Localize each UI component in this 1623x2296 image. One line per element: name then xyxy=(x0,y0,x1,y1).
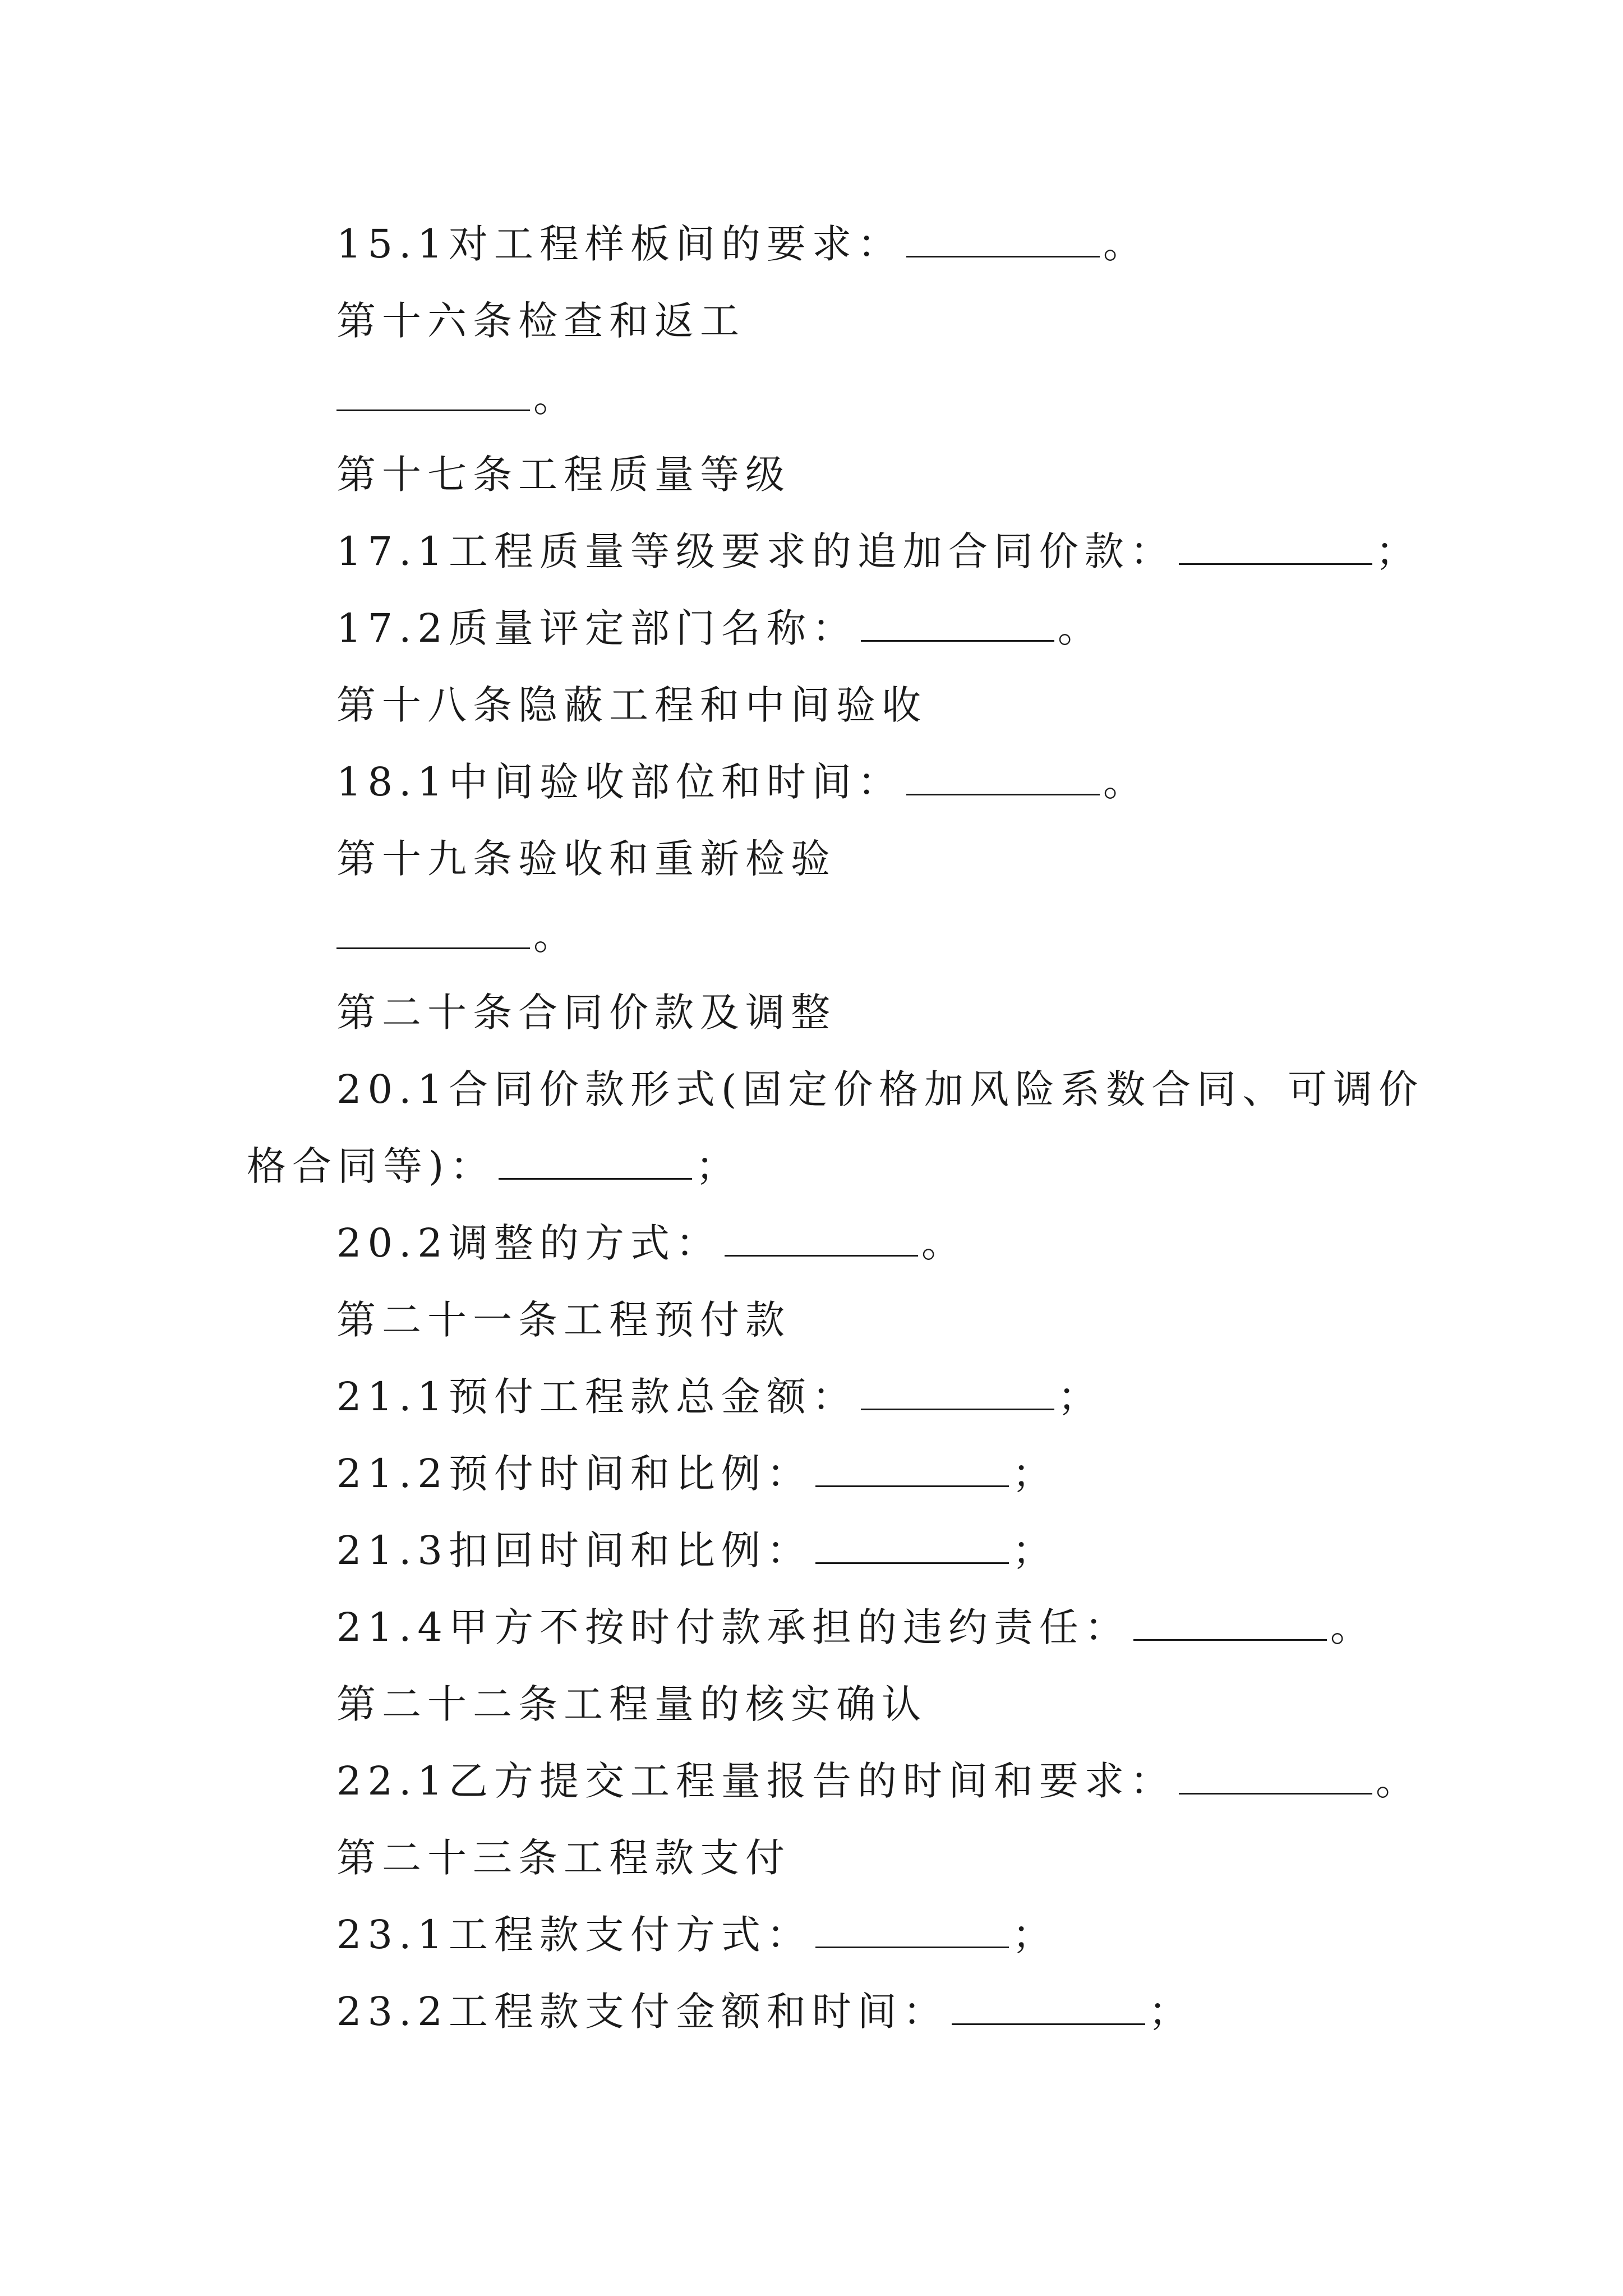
clause-text: 21.1预付工程款总金额： xyxy=(336,1374,857,1420)
clause-text: 20.2调整的方式： xyxy=(336,1220,721,1266)
clause-punct: ； xyxy=(1057,1374,1103,1420)
clause-punct: ； xyxy=(1012,1451,1058,1497)
clause-punct: 。 xyxy=(921,1220,967,1266)
clause-punct: 。 xyxy=(533,375,579,421)
fill-blank[interactable] xyxy=(725,1220,918,1257)
fill-blank[interactable] xyxy=(1133,1604,1327,1641)
fill-blank[interactable] xyxy=(336,913,530,949)
article-19-body xyxy=(336,908,579,964)
clause-punct: ； xyxy=(1012,1912,1058,1958)
clause-text: 21.4甲方不按时付款承担的违约责任： xyxy=(336,1604,1130,1650)
article-heading: 第二十条合同价款及调整 xyxy=(336,990,836,1036)
clause-punct: 。 xyxy=(1057,605,1103,651)
clause-text: 18.1中间验收部位和时间： xyxy=(336,759,903,805)
article-17-heading xyxy=(336,447,791,503)
fill-blank[interactable] xyxy=(906,759,1100,795)
clause-text: 15.1对工程样板间的要求： xyxy=(336,221,903,267)
clause-text: 22.1乙方提交工程量报告的时间和要求： xyxy=(336,1758,1175,1804)
article-16-heading xyxy=(336,293,745,349)
clause-text: 17.2质量评定部门名称： xyxy=(336,605,857,651)
clause-22-1 xyxy=(336,1753,1421,1809)
clause-21-1 xyxy=(336,1369,1103,1425)
clause-text: 17.1工程质量等级要求的追加合同价款： xyxy=(336,528,1175,574)
clause-punct: 。 xyxy=(1375,1758,1421,1804)
clause-punct: 。 xyxy=(1330,1604,1376,1650)
fill-blank[interactable] xyxy=(906,221,1100,257)
clause-17-2 xyxy=(336,600,1103,656)
article-heading: 第二十一条工程预付款 xyxy=(336,1297,791,1343)
clause-18-1 xyxy=(336,754,1149,810)
article-20-heading xyxy=(336,984,836,1041)
article-19-heading xyxy=(336,831,836,887)
clause-23-2 xyxy=(336,1984,1194,2040)
clause-text: 23.2工程款支付金额和时间： xyxy=(336,1989,948,2035)
clause-punct: ； xyxy=(1012,1527,1058,1573)
clause-17-1 xyxy=(336,523,1421,579)
fill-blank[interactable] xyxy=(815,1912,1009,1948)
article-heading: 第二十三条工程款支付 xyxy=(336,1835,791,1881)
clause-text: 23.1工程款支付方式： xyxy=(336,1912,812,1958)
article-18-heading xyxy=(336,677,927,733)
fill-blank[interactable] xyxy=(815,1527,1009,1564)
clause-20-1-cont xyxy=(247,1138,741,1194)
fill-blank[interactable] xyxy=(861,1374,1054,1410)
clause-punct: 。 xyxy=(1103,759,1149,805)
fill-blank[interactable] xyxy=(1179,528,1372,565)
clause-15-1 xyxy=(336,216,1149,272)
article-heading: 第二十二条工程量的核实确认 xyxy=(336,1681,927,1727)
clause-punct: 。 xyxy=(1103,221,1149,267)
article-22-heading xyxy=(336,1676,927,1732)
fill-blank[interactable] xyxy=(1179,1758,1372,1795)
clause-21-4 xyxy=(336,1599,1376,1655)
clause-21-2 xyxy=(336,1446,1058,1502)
clause-punct: 。 xyxy=(533,913,579,959)
fill-blank[interactable] xyxy=(952,1989,1145,2025)
clause-20-1 xyxy=(336,1061,1424,1117)
clause-punct: ； xyxy=(695,1143,741,1189)
fill-blank[interactable] xyxy=(815,1451,1009,1487)
clause-punct: ； xyxy=(1375,528,1421,574)
article-23-heading xyxy=(336,1830,791,1886)
clause-text: 21.3扣回时间和比例： xyxy=(336,1527,812,1573)
clause-punct: ； xyxy=(1148,1989,1194,2035)
article-21-heading xyxy=(336,1292,791,1348)
article-heading: 第十七条工程质量等级 xyxy=(336,452,791,498)
clause-21-3 xyxy=(336,1522,1058,1579)
clause-text: 格合同等)： xyxy=(247,1143,496,1189)
clause-text: 20.1合同价款形式(固定价格加风险系数合同、可调价 xyxy=(336,1066,1424,1112)
clause-23-1 xyxy=(336,1907,1058,1963)
fill-blank[interactable] xyxy=(499,1143,692,1180)
clause-20-2 xyxy=(336,1215,967,1271)
fill-blank[interactable] xyxy=(861,605,1054,642)
article-heading: 第十六条检查和返工 xyxy=(336,298,745,344)
article-16-body xyxy=(336,370,579,426)
article-heading: 第十八条隐蔽工程和中间验收 xyxy=(336,682,927,728)
article-heading: 第十九条验收和重新检验 xyxy=(336,836,836,882)
fill-blank[interactable] xyxy=(336,375,530,411)
clause-text: 21.2预付时间和比例： xyxy=(336,1451,812,1497)
